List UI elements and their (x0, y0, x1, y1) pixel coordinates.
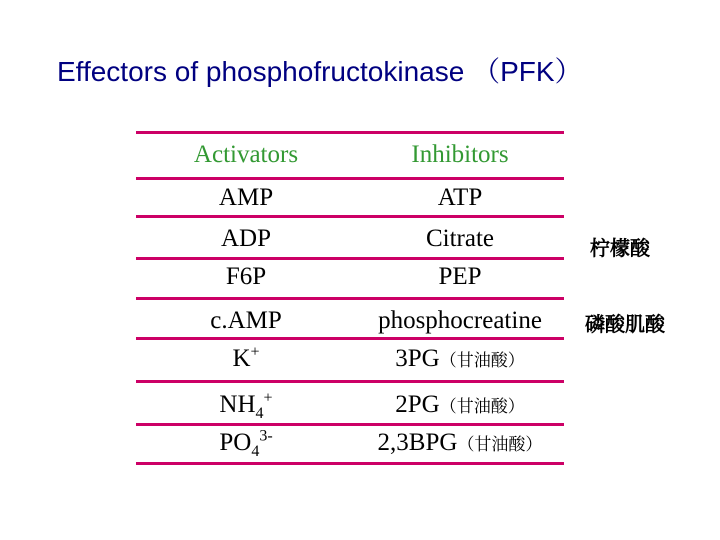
note-citrate: 柠檬酸 (590, 236, 650, 260)
activator-potassium (136, 344, 356, 374)
inhibitor-2pg-name: 2PG (395, 391, 440, 418)
inhibitor-citrate: Citrate (425, 225, 495, 252)
inhibitor-3pg (350, 344, 570, 376)
activator-camp: c.AMP (210, 307, 282, 334)
activator-f6p: F6P (225, 263, 267, 290)
inhibitor-23bpg-name: 2,3BPG (377, 429, 458, 456)
activator-phosphate-symbol: PO (219, 429, 252, 456)
table-rule (136, 297, 564, 300)
table-rule (136, 215, 564, 218)
inhibitor-23bpg (350, 428, 570, 460)
inhibitor-3pg-note: （甘油酸） (439, 351, 525, 370)
activator-amp: AMP (218, 184, 274, 211)
table-rule-top (136, 131, 564, 134)
inhibitor-2pg (350, 390, 570, 422)
inhibitor-phosphocreatine: phosphocreatine (378, 307, 542, 334)
header-activators: Activators (193, 141, 299, 168)
header-inhibitors: Inhibitors (411, 141, 509, 168)
activator-ammonium-charge: + (263, 389, 273, 407)
activator-ammonium (136, 390, 356, 420)
activator-phosphate (136, 428, 356, 458)
inhibitor-2pg-note: （甘油酸） (439, 397, 525, 416)
activator-adp: ADP (220, 225, 271, 252)
activator-potassium-charge: + (250, 343, 260, 361)
inhibitor-23bpg-note: （甘油酸） (457, 435, 543, 454)
table-rule-bottom (136, 462, 564, 465)
note-phosphocreatine: 磷酸肌酸 (585, 312, 665, 336)
activator-potassium-symbol: K (232, 345, 251, 372)
table-rule (136, 337, 564, 340)
page-title: Effectors of phosphofructokinase （PFK） (57, 56, 583, 87)
inhibitor-atp: ATP (437, 184, 483, 211)
table-rule (136, 423, 564, 426)
activator-phosphate-charge: 3- (259, 427, 273, 445)
inhibitor-pep: PEP (438, 263, 482, 290)
activator-phosphate-subscript: 4 (251, 443, 260, 460)
table-rule (136, 177, 564, 180)
activator-ammonium-symbol: NH (219, 391, 256, 418)
table-rule (136, 380, 564, 383)
inhibitor-3pg-name: 3PG (395, 345, 440, 372)
table-rule (136, 257, 564, 260)
activator-ammonium-subscript: 4 (255, 405, 264, 422)
